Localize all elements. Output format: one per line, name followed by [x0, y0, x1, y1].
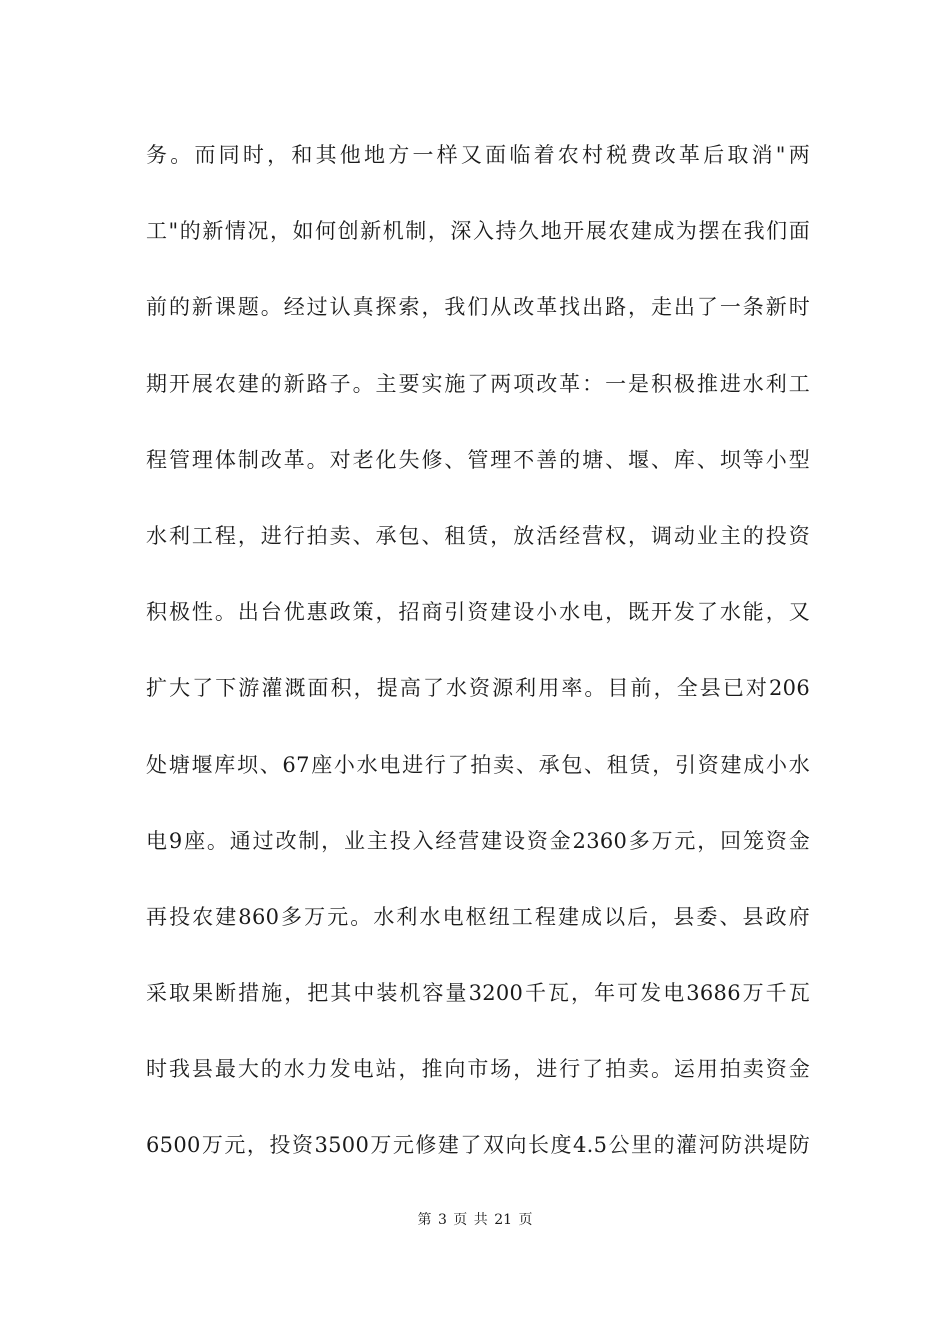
text-line-1: 务。而同时，和其他地方一样又面临着农村税费改革后取消"两	[146, 143, 810, 167]
text-line-7: 积极性。出台优惠政策，招商引资建设小水电，既开发了水能，又	[146, 600, 810, 625]
page-number-footer: 第 3 页 共 21 页	[417, 1212, 533, 1228]
body-text	[146, 135, 810, 1202]
text-line-11: 再投农建860多万元。水利水电枢纽工程建成以后，县委、县政府	[146, 904, 810, 929]
text-line-4: 期开展农建的新路子。主要实施了两项改革：一是积极推进水利工	[146, 371, 810, 396]
text-line-12: 采取果断措施，把其中装机容量3200千瓦，年可发电3686万千瓦	[146, 981, 810, 1006]
text-line-14: 6500万元，投资3500万元修建了双向长度4.5公里的灌河防洪堤防	[146, 1133, 810, 1158]
text-line-13: 时我县最大的水力发电站，推向市场，进行了拍卖。运用拍卖资金	[146, 1057, 810, 1082]
text-line-5: 程管理体制改革。对老化失修、管理不善的塘、堰、库、坝等小型	[146, 447, 810, 472]
text-line-9: 处塘堰库坝、67座小水电进行了拍卖、承包、租赁，引资建成小水	[146, 752, 810, 777]
text-line-2: 工"的新情况，如何创新机制，深入持久地开展农建成为摆在我们面	[146, 219, 810, 244]
text-line-8: 扩大了下游灌溉面积，提高了水资源利用率。目前，全县已对206	[146, 676, 810, 701]
text-line-3: 前的新课题。经过认真探索，我们从改革找出路，走出了一条新时	[146, 295, 810, 320]
text-line-10: 电9座。通过改制，业主投入经营建设资金2360多万元，回笼资金	[146, 828, 810, 853]
text-line-6: 水利工程，进行拍卖、承包、租赁，放活经营权，调动业主的投资	[146, 523, 810, 548]
